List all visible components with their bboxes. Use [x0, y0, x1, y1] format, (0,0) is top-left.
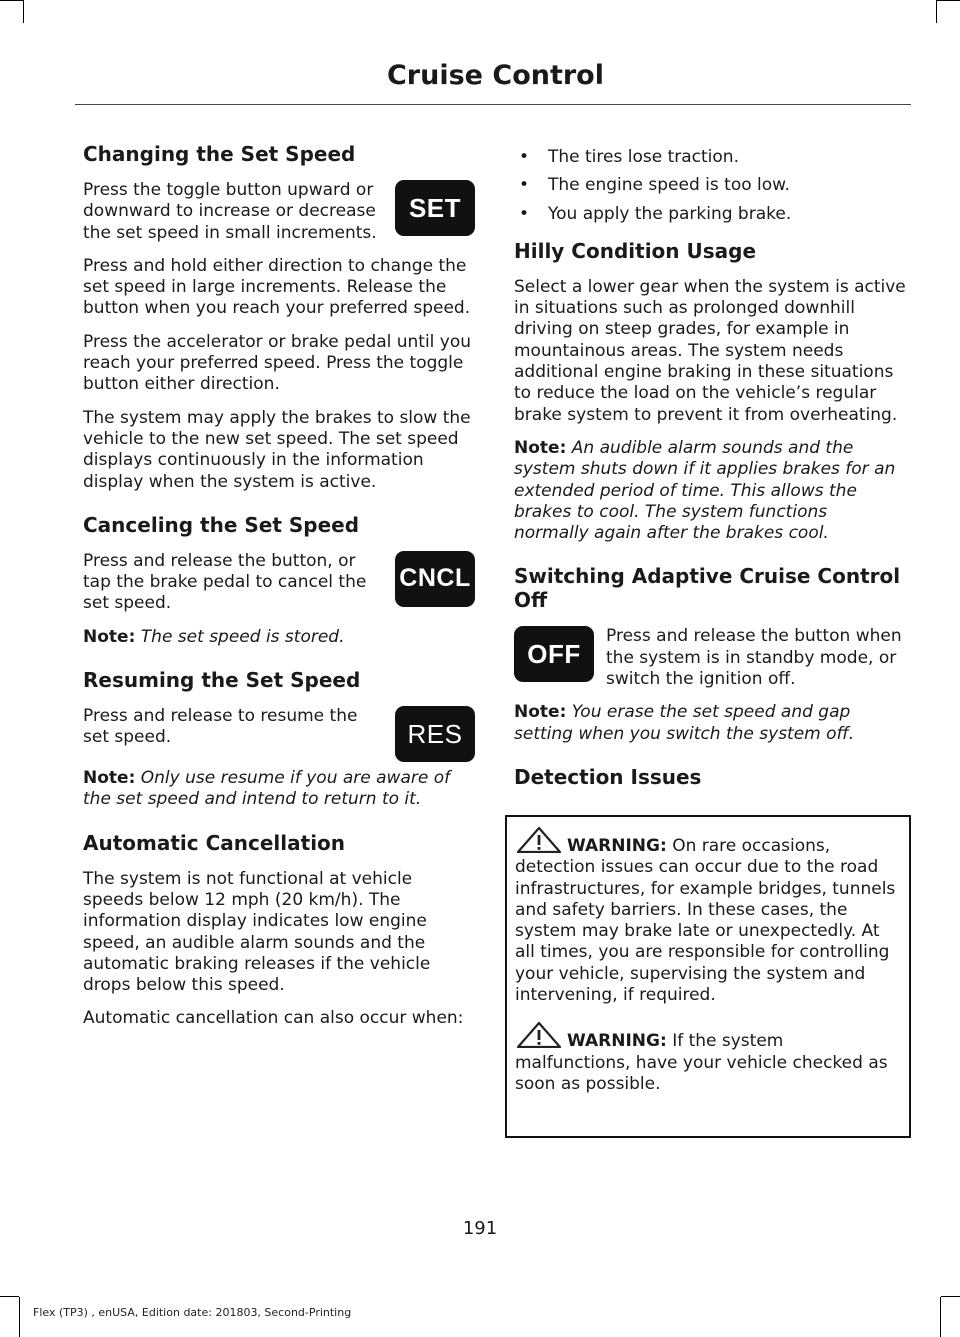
warning-item — [515, 1022, 901, 1095]
switching-acc-off-heading: Switching Adaptive Cruise Control Off — [514, 564, 901, 613]
paragraph: Press and release to resume the set speed. — [83, 706, 358, 748]
resuming-set-speed-block — [83, 706, 475, 768]
paragraph: Select a lower gear when the system is active in situations such as prolonged downhill driving on steep grades, for example in mountainous areas. The system needs additional engine braking in these situations to reduce the load on the vehicle’s regular brake system to prevent it from overheating. — [514, 276, 906, 425]
crop-mark — [0, 0, 23, 1]
note-text: You erase the set speed and gap setting when you switch the system off. — [514, 702, 855, 744]
warning-text: On rare occasions, detection issues can occur due to the road infrastructures, for example bridges, tunnels and safety barriers. In these cases, the system may brake late or unexpectedly. At all times, you are responsible for controlling your vehicle, supervising the system and intervening, if required. — [515, 836, 896, 1006]
crop-mark — [936, 0, 937, 23]
note — [83, 768, 475, 811]
paragraph: Press the toggle button upward or downward to increase or decrease the set speed in small increments. — [83, 180, 377, 243]
note-text: The set speed is stored. — [140, 626, 345, 647]
left-column — [83, 142, 475, 1042]
header-rule — [75, 104, 911, 105]
list-item-text: The engine speed is too low. — [548, 175, 790, 196]
note-label: Note: — [514, 437, 567, 458]
crop-mark — [940, 1297, 941, 1337]
list-item-text: You apply the parking brake. — [548, 203, 792, 224]
paragraph: Press and hold either direction to change the set speed in large increments. Release the button when you reach your preferred speed. — [83, 255, 471, 319]
paragraph: The system may apply the brakes to slow the vehicle to the new set speed. The set speed displays continuously in the information display when the system is active. — [83, 407, 471, 492]
crop-mark — [19, 1297, 20, 1337]
page-title: Cruise Control — [386, 60, 604, 91]
paragraph: Automatic cancellation can also occur when: — [83, 1008, 464, 1029]
list-item-text: The tires lose traction. — [548, 147, 739, 167]
resume-button-icon: RES — [395, 706, 475, 762]
warning-label: WARNING: — [567, 836, 667, 856]
note-label: Note: — [83, 626, 136, 647]
list-item — [514, 204, 907, 225]
paragraph: The system is not functional at vehicle speeds below 12 mph (20 km/h). The information display indicates low engine speed, an audible alarm sounds and the automatic braking releases if the vehicle drops below this speed. — [83, 868, 431, 996]
canceling-set-speed-heading: Canceling the Set Speed — [83, 512, 360, 537]
note-label: Note: — [83, 768, 136, 789]
footer-edition-info: Flex (TP3) , enUSA, Edition date: 201803, Second-Printing — [33, 1306, 352, 1319]
crop-mark — [937, 0, 960, 1]
list-item — [514, 147, 907, 168]
note — [514, 702, 907, 745]
crop-mark — [23, 0, 24, 23]
warning-triangle-icon — [515, 827, 563, 853]
warning-box — [505, 815, 911, 1138]
cancellation-conditions-list — [514, 147, 907, 225]
page-number: 191 — [462, 1218, 498, 1239]
switching-acc-off-block — [514, 626, 907, 702]
warning-text: If the system malfunctions, have your vehicle checked as soon as possible. — [515, 1031, 888, 1094]
note — [83, 627, 475, 648]
note — [514, 438, 907, 544]
changing-set-speed-block — [83, 180, 475, 256]
crop-mark — [941, 1296, 960, 1297]
off-button-icon: OFF — [514, 626, 594, 682]
bullet-marker: • — [519, 203, 530, 224]
note-text: An audible alarm sounds and the system shuts down if it applies brakes for an extended period of time. This allows the brakes to cool. The system functions normally again after the brakes cool. — [514, 437, 896, 544]
warning-triangle-icon — [515, 1022, 563, 1048]
canceling-set-speed-block — [83, 551, 475, 627]
cancel-button-icon: CNCL — [395, 551, 475, 607]
changing-set-speed-heading: Changing the Set Speed — [83, 142, 356, 166]
note-label: Note: — [514, 702, 567, 723]
hilly-condition-heading: Hilly Condition Usage — [514, 238, 757, 263]
resuming-set-speed-heading: Resuming the Set Speed — [83, 668, 361, 693]
list-item — [514, 175, 907, 196]
note-text: Only use resume if you are aware of the set speed and intend to return to it. — [83, 768, 451, 810]
crop-mark — [0, 1296, 19, 1297]
bullet-marker: • — [519, 147, 530, 167]
paragraph: Press and release the button when the system is in standby mode, or switch the ignition off. — [606, 626, 902, 690]
warning-label: WARNING: — [567, 1031, 667, 1052]
automatic-cancellation-heading: Automatic Cancellation — [83, 830, 346, 855]
paragraph: Press and release the button, or tap the brake pedal to cancel the set speed. — [83, 550, 367, 614]
bullet-marker: • — [519, 175, 530, 196]
right-column — [514, 147, 907, 803]
detection-issues-heading: Detection Issues — [514, 764, 702, 789]
paragraph: Press the accelerator or brake pedal until you reach your preferred speed. Press the toggle button either direction. — [83, 331, 472, 395]
warning-item — [515, 827, 901, 1006]
set-button-icon: SET — [395, 180, 475, 236]
